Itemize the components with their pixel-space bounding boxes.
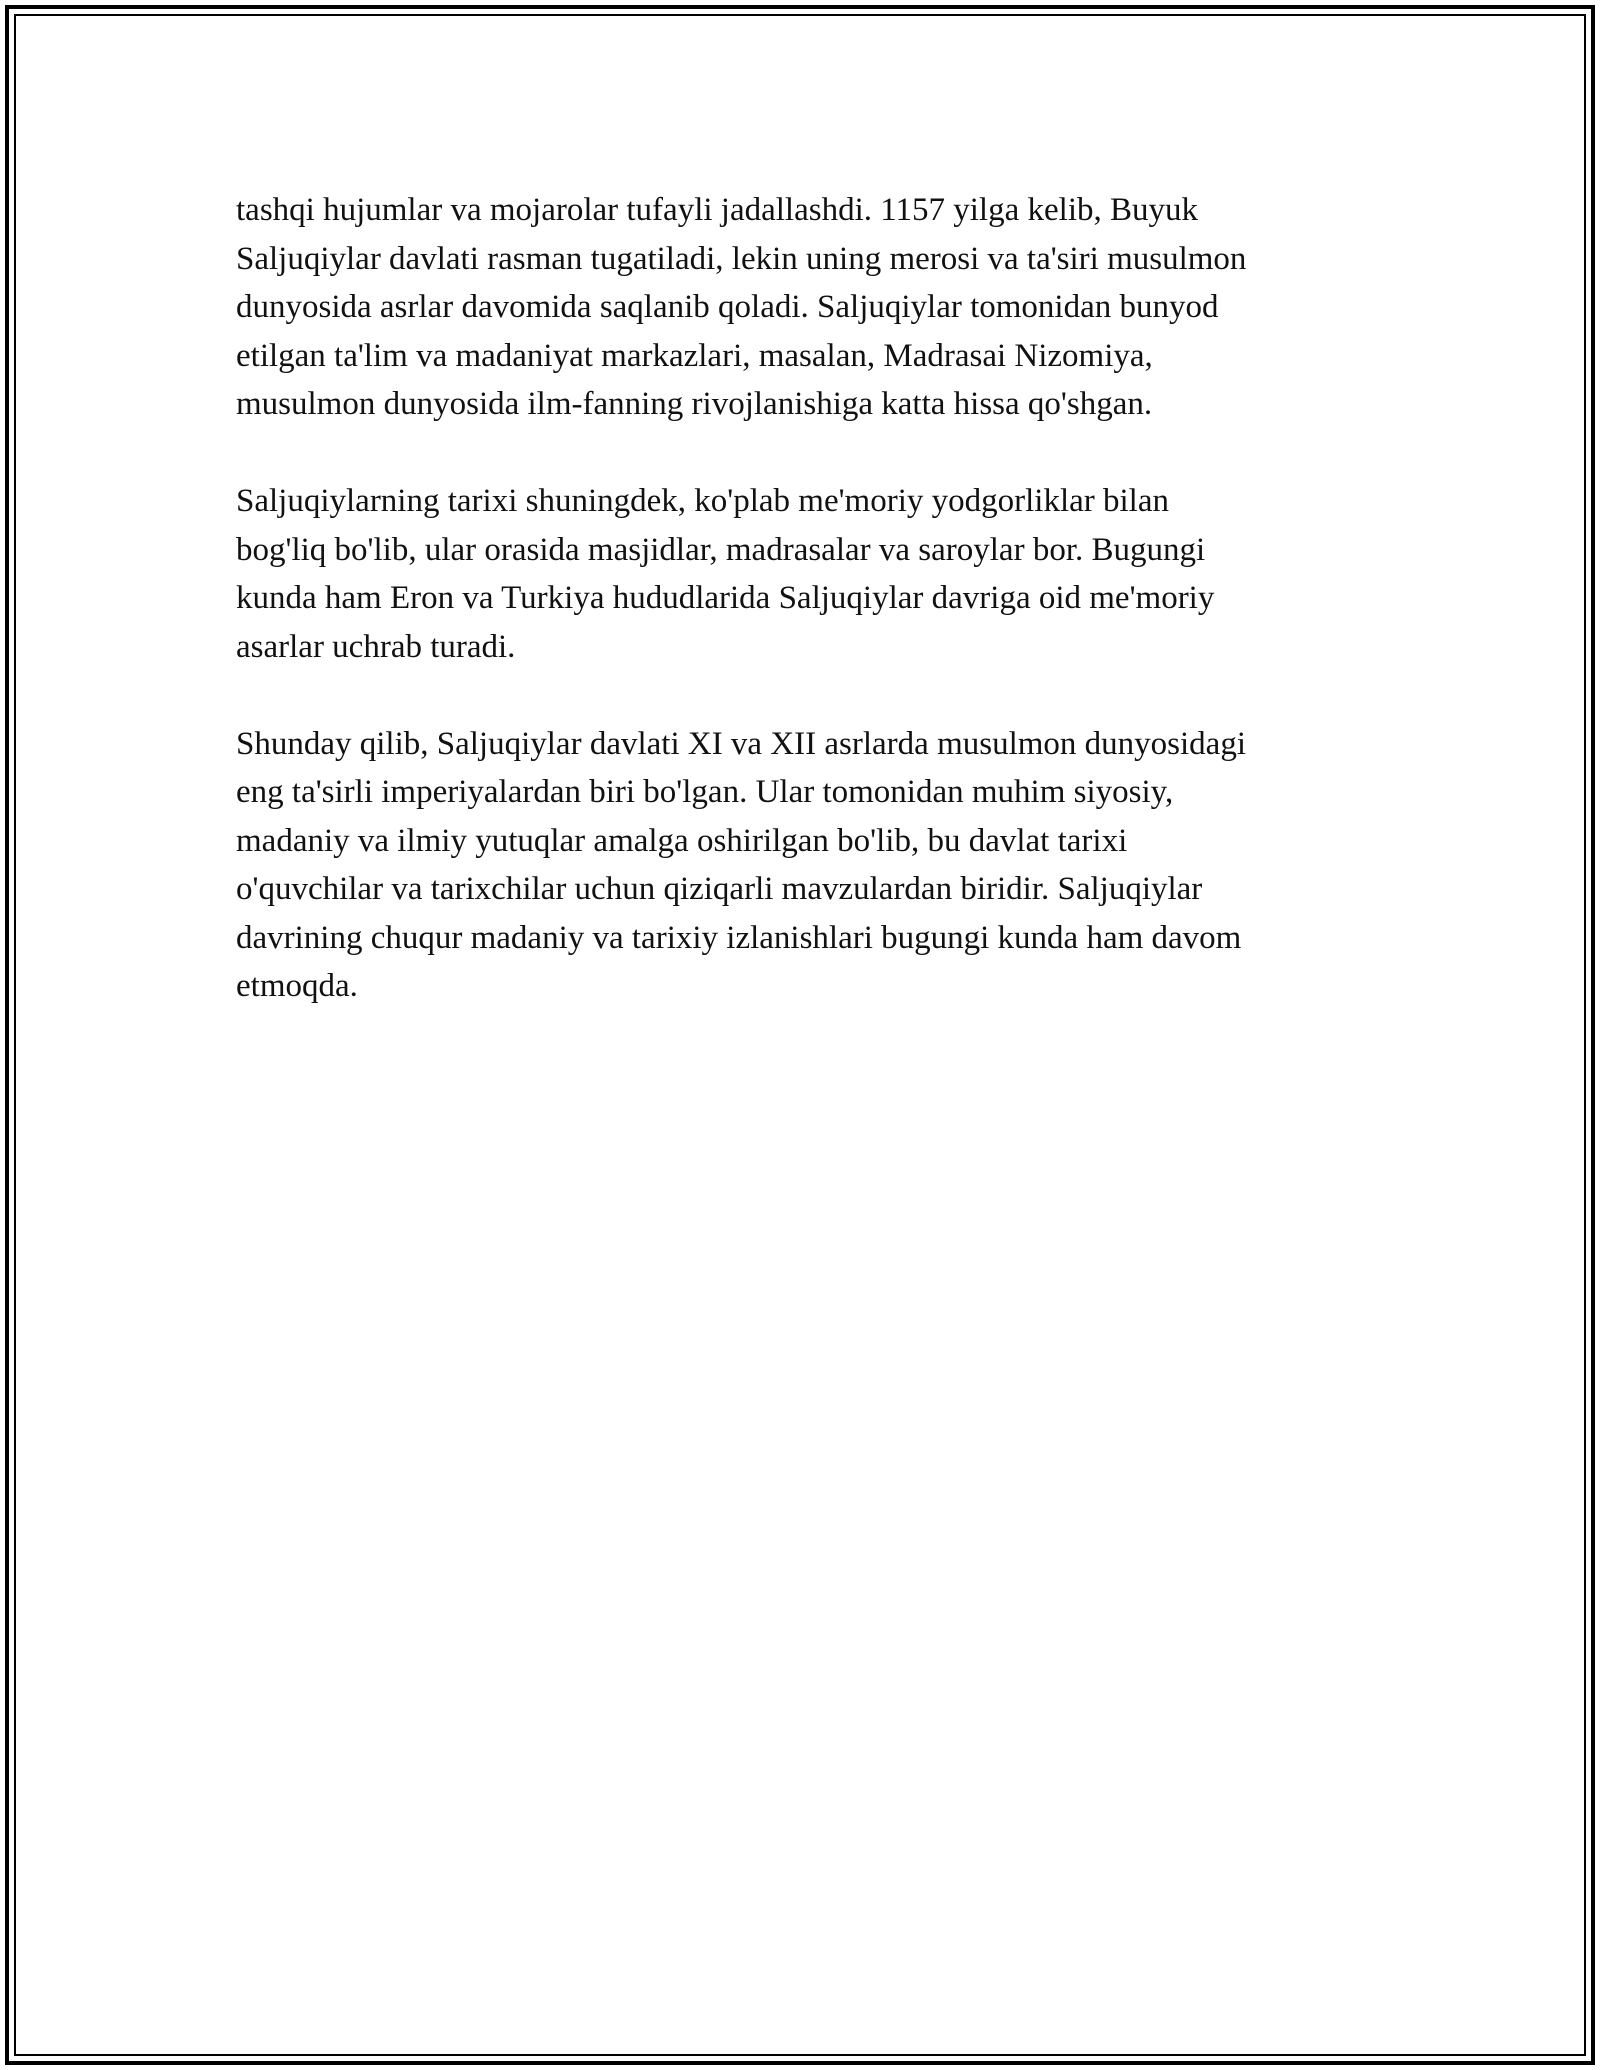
text-line: davrining chuqur madaniy va tarixiy izlanishlari bugungi kunda ham davom bbox=[236, 919, 1242, 956]
text-line: dunyosida asrlar davomida saqlanib qoladi. Saljuqiylar tomonidan bunyod bbox=[236, 289, 1219, 325]
text-line: madaniy va ilmiy yutuqlar amalga oshirilgan bo'lib, bu davlat tarixi bbox=[236, 822, 1128, 859]
text-line: etmoqda. bbox=[236, 968, 358, 1004]
text-line: Shunday qilib, Saljuqiylar davlati XI va XII asrlarda musulmon dunyosidagi bbox=[236, 725, 1246, 762]
text-line: o'quvchilar va tarixchilar uchun qiziqarli mavzulardan biridir. Saljuqiylar bbox=[236, 871, 1203, 907]
text-line: Saljuqiylarning tarixi shuningdek, ko'plab me'moriy yodgorliklar bilan bbox=[236, 483, 1169, 519]
text-line: etilgan ta'lim va madaniyat markazlari, masalan, Madrasai Nizomiya, bbox=[236, 337, 1153, 374]
text-line: kunda ham Eron va Turkiya hududlarida Saljuqiylar davriga oid me'moriy bbox=[236, 580, 1215, 616]
text-line: Saljuqiylar davlati rasman tugatiladi, lekin uning merosi va ta'siri musulmon bbox=[236, 240, 1247, 277]
text-line: eng ta'sirli imperiyalardan biri bo'lgan. Ular tomonidan muhim siyosiy, bbox=[236, 774, 1174, 810]
text-line: bog'liq bo'lib, ular orasida masjidlar, madrasalar va saroylar bor. Bugungi bbox=[236, 531, 1206, 568]
text-line: musulmon dunyosida ilm-fanning rivojlanishiga katta hissa qo'shgan. bbox=[236, 386, 1153, 422]
paragraph-3 bbox=[236, 720, 1386, 1011]
document-body bbox=[236, 186, 1386, 1059]
paragraph-1 bbox=[236, 186, 1386, 429]
text-line: tashqi hujumlar va mojarolar tufayli jadallashdi. 1157 yilga kelib, Buyuk bbox=[236, 192, 1198, 228]
text-line: asarlar uchrab turadi. bbox=[236, 628, 516, 665]
paragraph-2 bbox=[236, 477, 1386, 671]
